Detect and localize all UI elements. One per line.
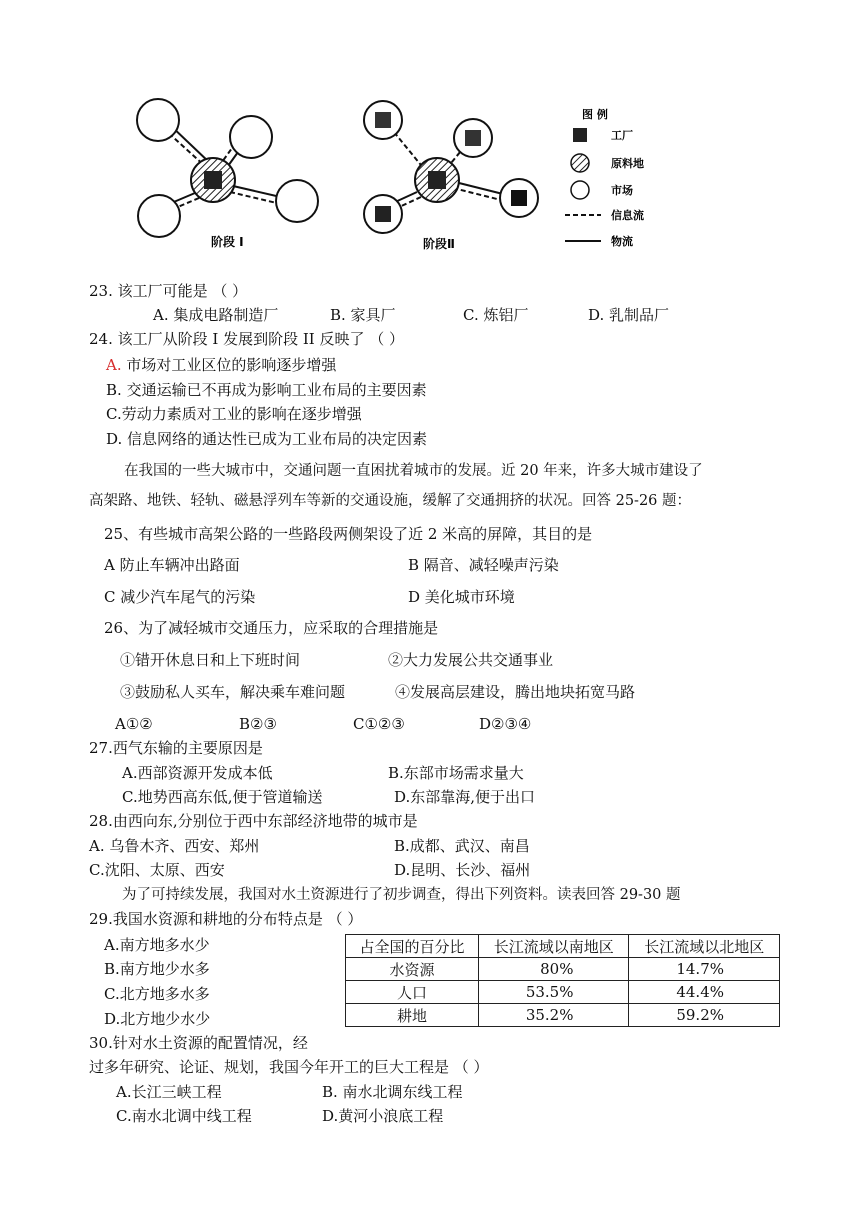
q24-option-b-text: 交通运输已不再成为影响工业布局的主要因素 [121, 381, 427, 399]
legend-logistics-label: 物流 [611, 235, 633, 248]
table-cell-north: 44.4% [629, 981, 780, 1004]
q24-option-c[interactable] [106, 404, 362, 424]
q24-option-a[interactable] [106, 355, 336, 375]
stage-2-diagram [364, 101, 538, 251]
q23-option-a[interactable]: A. 集成电路制造厂 [153, 306, 279, 324]
market-icon [138, 195, 180, 237]
q26-stem: 26、为了减轻城市交通压力，应采取的合理措施是 [104, 619, 439, 637]
q30-option-b[interactable]: B. 南水北调东线工程 [322, 1083, 463, 1101]
table-row [346, 958, 780, 981]
q29-option-a[interactable]: A.南方地多水少 [104, 936, 210, 954]
stage-1-label: 阶段 I [211, 235, 244, 249]
table-cell-south: 80% [479, 958, 629, 981]
factory-icon [511, 190, 527, 206]
factory-icon [375, 112, 391, 128]
raw-material-icon [571, 154, 589, 172]
q26-option-c[interactable]: C①②③ [353, 715, 405, 733]
q23-option-b[interactable]: B. 家具厂 [330, 306, 396, 324]
q23-option-c[interactable]: C. 炼铝厂 [463, 306, 529, 324]
q26-measure-1: ①错开休息日和上下班时间 [120, 651, 301, 669]
q27-option-a[interactable]: A.西部资源开发成本低 [122, 764, 273, 782]
table-cell-south: 35.2% [479, 1004, 629, 1027]
q29-option-d[interactable]: D.北方地少水少 [104, 1010, 211, 1028]
q24-option-d-text: 信息网络的通达性已成为工业布局的决定因素 [122, 430, 428, 448]
q23-stem: 23. 该工厂可能是 （ ） [89, 282, 248, 300]
table-row-label: 水资源 [346, 958, 479, 981]
q30-option-a[interactable]: A.长江三峡工程 [116, 1083, 222, 1101]
q25-option-d[interactable]: D 美化城市环境 [408, 588, 515, 606]
legend-title: 图 例 [582, 108, 608, 121]
q29-stem: 29.我国水资源和耕地的分布特点是 （ ） [89, 910, 363, 928]
q30-option-d[interactable]: D.黄河小浪底工程 [322, 1107, 444, 1125]
factory-icon [465, 130, 481, 146]
factory-icon [428, 171, 446, 189]
q24-option-d[interactable] [106, 429, 427, 449]
passage-25-26-line2: 高架路、地铁、轻轨、磁悬浮列车等新的交通设施，缓解了交通拥挤的状况。回答 25-26 题： [89, 493, 692, 509]
q27-option-d[interactable]: D.东部靠海,便于出口 [394, 788, 536, 806]
legend-market-label: 市场 [611, 184, 633, 197]
q28-option-d[interactable]: D.昆明、长沙、福州 [394, 861, 531, 879]
stage-2-label: 阶段Ⅱ [423, 237, 455, 251]
legend-factory-label: 工厂 [611, 129, 633, 142]
table-header-cell: 占全国的百分比 [346, 935, 479, 958]
market-icon [571, 181, 589, 199]
factory-icon [204, 171, 222, 189]
q26-measure-4: ④发展高层建设，腾出地块拓宽马路 [395, 683, 636, 701]
industry-location-figure [125, 88, 665, 260]
table-row-label: 耕地 [346, 1004, 479, 1027]
q24-option-c-letter: C. [106, 405, 122, 423]
q24-option-a-letter: A. [106, 356, 122, 374]
table-row [346, 981, 780, 1004]
q25-option-a[interactable]: A 防止车辆冲出路面 [104, 556, 240, 574]
q28-stem: 28.由西向东,分别位于西中东部经济地带的城市是 [89, 812, 418, 830]
table-cell-north: 14.7% [629, 958, 780, 981]
passage-29-30: 为了可持续发展，我国对水土资源进行了初步调查，得出下列资料。读表回答 29-30 题 [122, 887, 681, 903]
q24-stem: 24. 该工厂从阶段 I 发展到阶段 II 反映了 （ ） [89, 330, 405, 348]
q23-option-d[interactable]: D. 乳制品厂 [588, 306, 670, 324]
q28-option-b[interactable]: B.成都、武汉、南昌 [394, 837, 530, 855]
q28-option-c[interactable]: C.沈阳、太原、西安 [89, 861, 225, 879]
legend-raw-material-label: 原料地 [611, 157, 644, 170]
q25-option-c[interactable]: C 减少汽车尾气的污染 [104, 588, 256, 606]
q26-option-d[interactable]: D②③④ [479, 715, 532, 733]
legend-information-flow-label: 信息流 [611, 209, 644, 222]
q29-option-b[interactable]: B.南方地少水多 [104, 960, 210, 978]
factory-icon [375, 206, 391, 222]
passage-25-26-line1: 在我国的一些大城市中，交通问题一直困扰着城市的发展。近 20 年来，许多大城市建设了 [124, 463, 703, 479]
table-cell-north: 59.2% [629, 1004, 780, 1027]
table-row [346, 1004, 780, 1027]
table-cell-south: 53.5% [479, 981, 629, 1004]
q25-option-b[interactable]: B 隔音、减轻噪声污染 [408, 556, 559, 574]
q25-stem: 25、有些城市高架公路的一些路段两侧架设了近 2 米高的屏障，其目的是 [104, 525, 593, 543]
q28-option-a[interactable]: A. 乌鲁木齐、西安、郑州 [89, 837, 260, 855]
q30-stem-line1: 30.针对水土资源的配置情况，经 [89, 1034, 308, 1052]
table-header-row [346, 935, 780, 958]
market-icon [276, 180, 318, 222]
table-header-cell: 长江流域以南地区 [479, 935, 629, 958]
water-land-table [345, 934, 780, 1027]
q27-option-c[interactable]: C.地势西高东低,便于管道输送 [122, 788, 323, 806]
q29-option-c[interactable]: C.北方地多水多 [104, 985, 210, 1003]
q30-option-c[interactable]: C.南水北调中线工程 [116, 1107, 252, 1125]
market-icon [230, 116, 272, 158]
q24-option-c-text: 劳动力素质对工业的影响在逐步增强 [121, 405, 362, 423]
q26-option-a[interactable]: A①② [115, 715, 153, 733]
q27-option-b[interactable]: B.东部市场需求量大 [388, 764, 524, 782]
q27-stem: 27.西气东输的主要原因是 [89, 739, 263, 757]
q24-option-d-letter: D. [106, 430, 123, 448]
q30-stem-line2: 过多年研究、论证、规划，我国今年开工的巨大工程是 （ ） [89, 1058, 489, 1076]
q26-measure-3: ③鼓励私人买车，解决乘车难问题 [120, 683, 346, 701]
table-header-cell: 长江流域以北地区 [629, 935, 780, 958]
stage-1-diagram [137, 99, 318, 249]
q26-option-b[interactable]: B②③ [239, 715, 277, 733]
q24-option-a-text: 市场对工业区位的影响逐步增强 [121, 356, 337, 374]
figure-legend [565, 107, 644, 248]
q24-option-b-letter: B. [106, 381, 122, 399]
q24-option-b[interactable] [106, 380, 427, 400]
table-row-label: 人口 [346, 981, 479, 1004]
q26-measure-2: ②大力发展公共交通事业 [388, 651, 554, 669]
factory-icon [573, 128, 587, 142]
market-icon [137, 99, 179, 141]
